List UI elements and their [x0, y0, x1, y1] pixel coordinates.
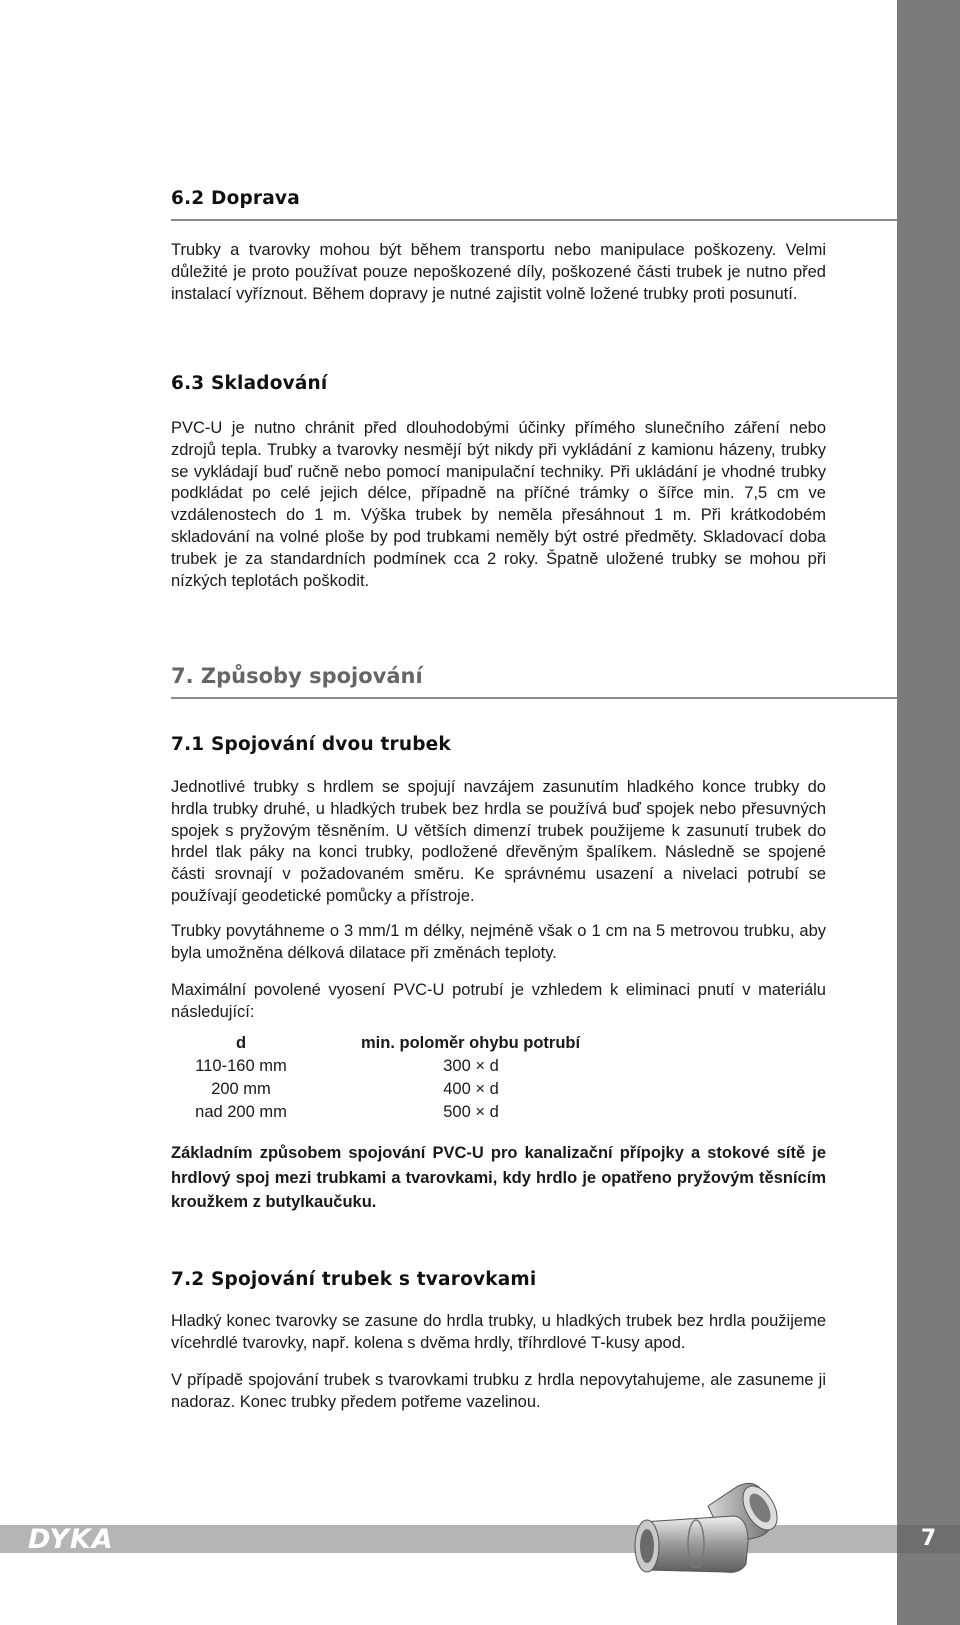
- paragraph-tvarovky-2: V případě spojování trubek s tvarovkami trubku z hrdla nepovytahujeme, ale zasuneme ji nadoraz. Konec trubky předem potřeme vazelinou.: [171, 1371, 826, 1411]
- table-header-radius: min. poloměr ohybu potrubí: [361, 1034, 581, 1052]
- heading-7-2: 7.2 Spojování trubek s tvarovkami: [171, 1269, 537, 1290]
- page-number: 7: [920, 1526, 937, 1551]
- table-header-row: [171, 1034, 631, 1057]
- heading-6-2: 6.2 Doprava: [171, 188, 300, 209]
- heading-6-3: 6.3 Skladování: [171, 373, 328, 394]
- heading-7-1: 7.1 Spojování dvou trubek: [171, 734, 451, 755]
- paragraph-bold-summary: Základním způsobem spojování PVC-U pro kanalizační přípojky a stokové sítě je hrdlový spoj mezi trubkami a tvarovkami, kdy hrdlo je opatřeno pryžovým těsnícím kroužkem z butylkaučuku.: [171, 1144, 826, 1211]
- table-cell-radius: 300 × d: [443, 1057, 499, 1075]
- bend-radius-table: [171, 1034, 631, 1126]
- rule-7: [171, 697, 897, 699]
- paragraph-spojovani-1: Jednotlivé trubky s hrdlem se spojují navzájem zasunutím hladkého konce trubky do hrdla trubky druhé, u hladkých trubek bez hrdla se používá buď spojek nebo přesuvných spojek s pryžovým těsněním. U větších dimenzí trubek použijeme k zasunutí trubek do hrdel tlak páky na konci trubky, podložené dřevěným špalíkem. Následně se spojené části srovnají v požadovaném směru. Ke správnému usazení a nivelaci potrubí se používají geodetické pomůcky a přístroje.: [171, 778, 826, 905]
- table-row: [171, 1080, 631, 1103]
- dyka-logo: DYKA: [28, 1524, 114, 1555]
- rule-6-2: [171, 219, 897, 221]
- paragraph-skladovani: PVC-U je nutno chránit před dlouhodobými účinky přímého slunečního záření nebo zdrojů tepla. Trubky a tvarovky nesmějí být nikdy při vykládání z kamionu házeny, trubky se vykládají buď ručně nebo pomocí manipulační techniky. Při ukládání je vhodné trubky podkládat po celé jejich délce, případně na příčné trámky o šířce min. 7,5 cm ve vzdálenostech do 1 m. Výška trubek by neměla přesáhnout 1 m. Při krátkodobém skladování na volné ploše by pod trubkami neměly být ostré předměty. Skladovací doba trubek je za standardních podmínek cca 2 roky. Špatně uložené trubky se mohou při nízkých teplotách poškodit.: [171, 419, 826, 590]
- paragraph-tvarovky-1: Hladký konec tvarovky se zasune do hrdla trubky, u hladkých trubek bez hrdla použijeme vícehrdlé tvarovky, např. kolena s dvěma hrdly, tříhrdlové T-kusy apod.: [171, 1312, 826, 1352]
- table-cell-radius: 500 × d: [443, 1103, 499, 1121]
- table-cell-d: 110-160 mm: [195, 1057, 287, 1075]
- paragraph-spojovani-2: Trubky povytáhneme o 3 mm/1 m délky, nejméně však o 1 cm na 5 metrovou trubku, aby byla umožněna délková dilatace při změnách teploty.: [171, 922, 826, 962]
- table-row: [171, 1057, 631, 1080]
- table-header-d: d: [235, 1034, 247, 1052]
- table-row: [171, 1103, 631, 1126]
- table-cell-d: nad 200 mm: [195, 1103, 287, 1121]
- table-cell-radius: 400 × d: [443, 1080, 499, 1098]
- paragraph-doprava: Trubky a tvarovky mohou být během transportu nebo manipulace poškozeny. Velmi důležité je proto používat pouze nepoškozené díly, poškozené části trubek je nutno před instalací vyříznout. Během dopravy je nutné zajistit volně ložené trubky proti posunutí.: [171, 241, 826, 303]
- pipe-fitting-icon: [630, 1478, 780, 1578]
- table-cell-d: 200 mm: [211, 1080, 271, 1098]
- heading-7: 7. Způsoby spojování: [171, 664, 423, 688]
- side-bar: [897, 0, 960, 1625]
- paragraph-spojovani-3: Maximální povolené vyosení PVC-U potrubí je vzhledem k eliminaci pnutí v materiálu následující:: [171, 981, 826, 1021]
